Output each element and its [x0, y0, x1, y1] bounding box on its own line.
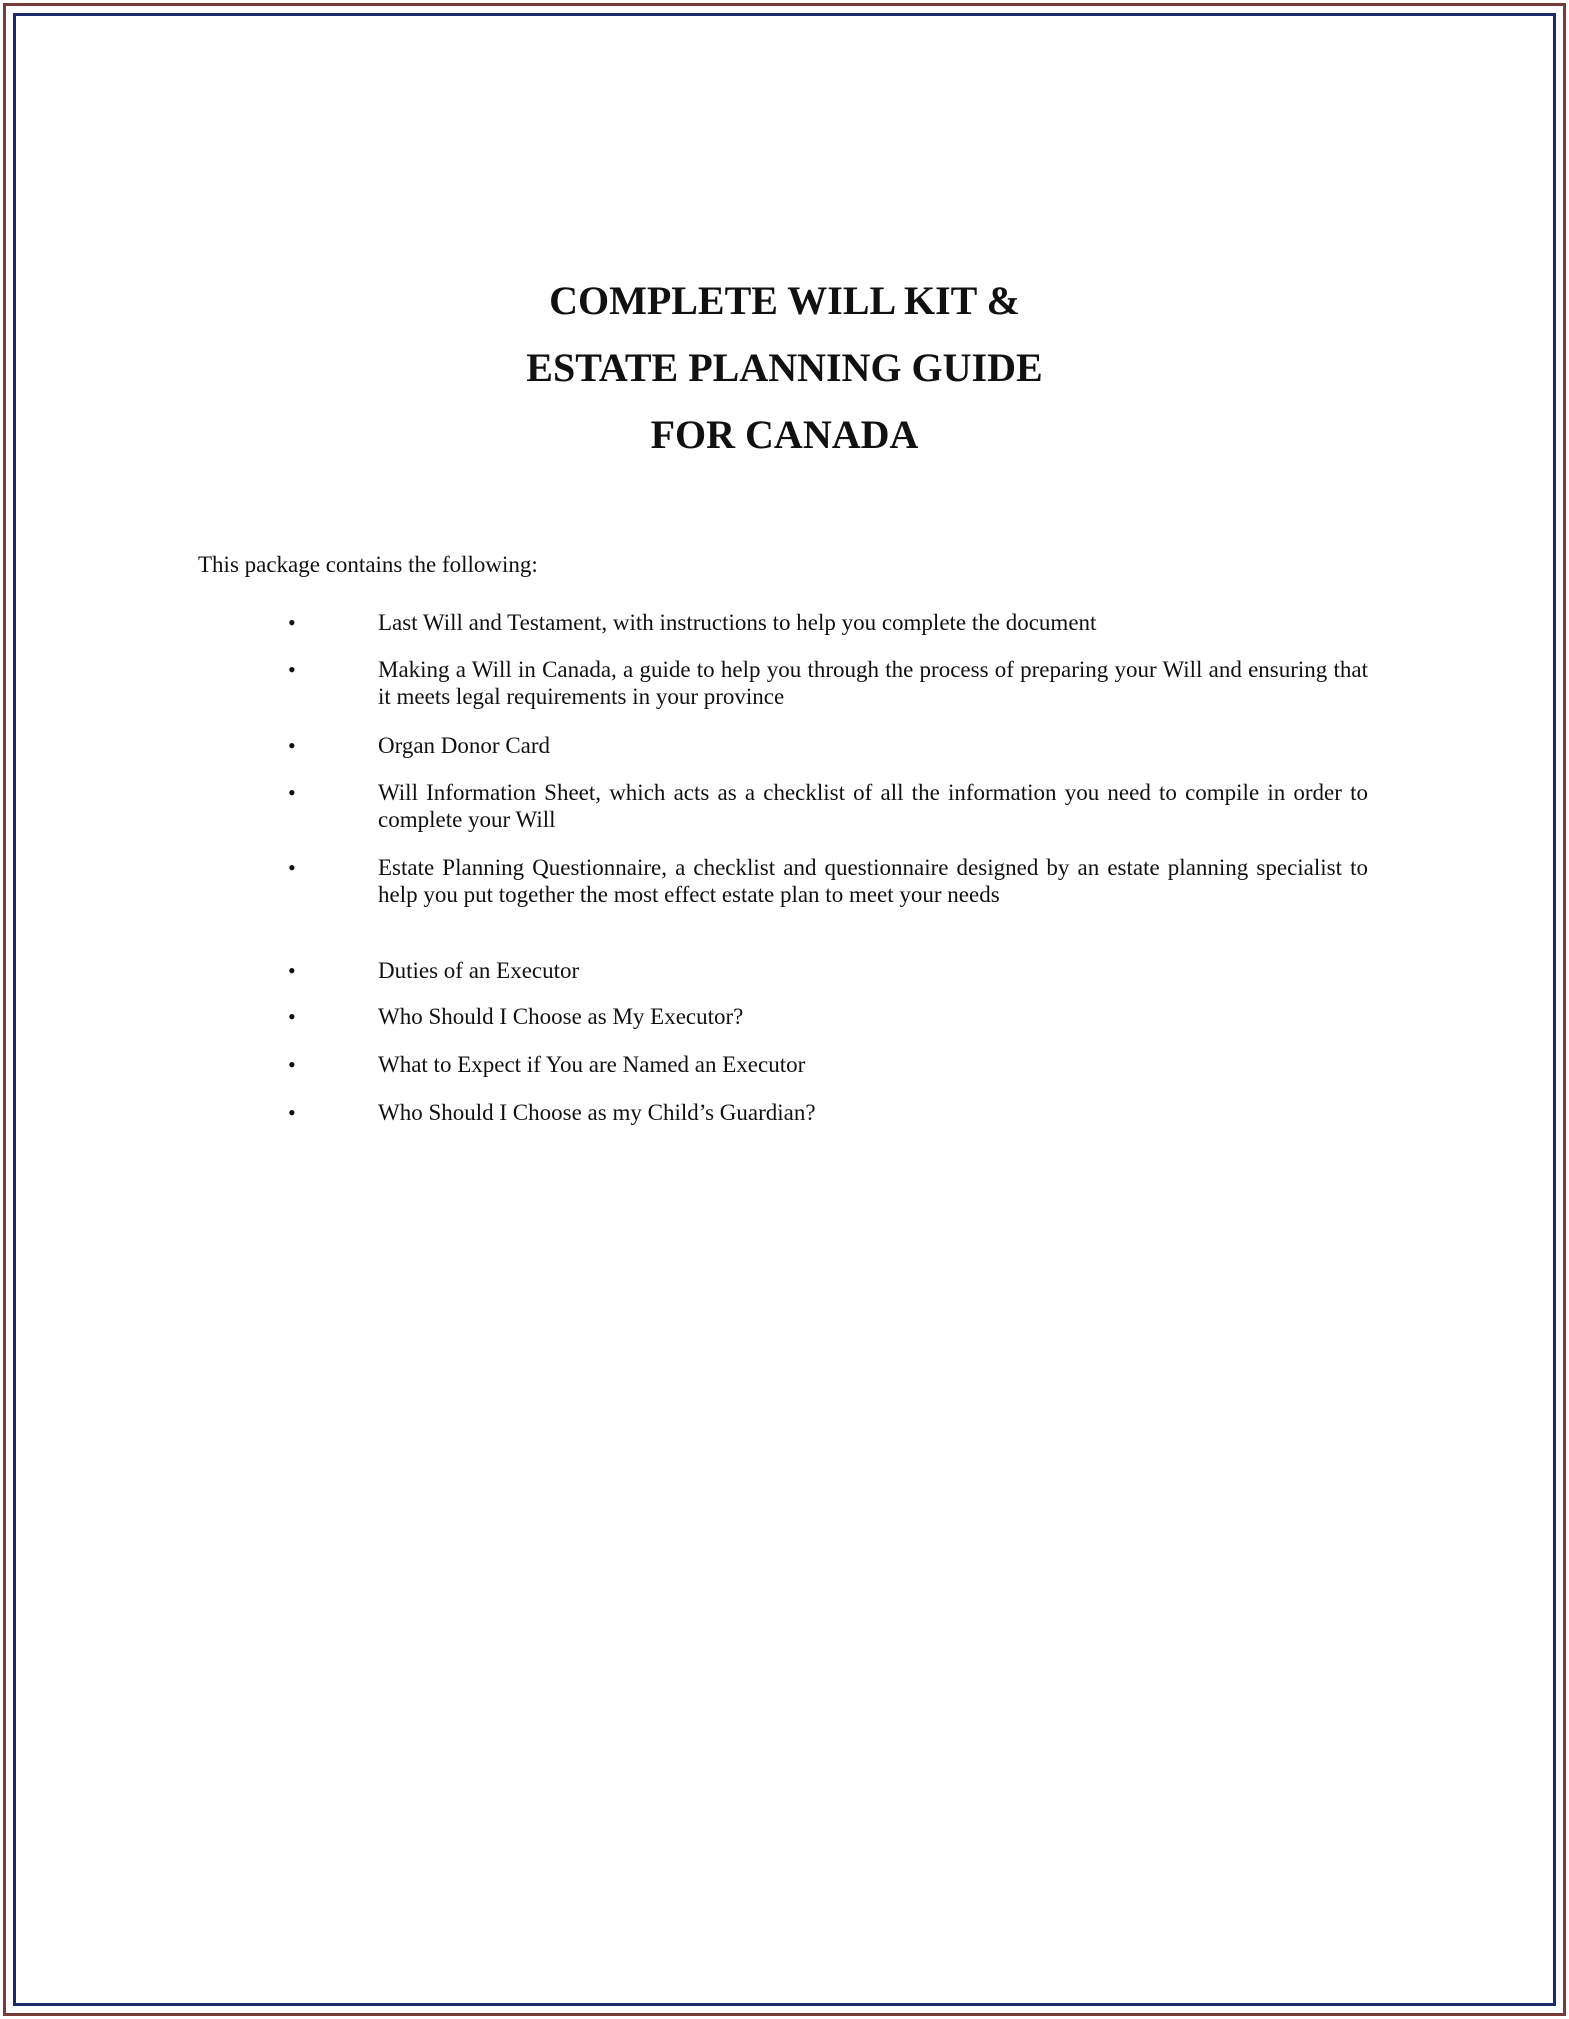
list-item-text: Will Information Sheet, which acts as a checklist of all the information you need to compile in order to complete your Will — [378, 780, 1368, 832]
bullet-icon: • — [288, 657, 296, 682]
bullet-icon: • — [288, 1052, 296, 1077]
list-item-text: Last Will and Testament, with instructions to help you complete the document — [378, 610, 1097, 635]
title-line-3: FOR CANADA — [650, 412, 919, 457]
bullet-icon: • — [288, 958, 296, 983]
document-page — [22, 22, 1541, 1991]
list-item-text: Estate Planning Questionnaire, a checklist and questionnaire designed by an estate planning specialist to help you put together the most effect estate plan to meet your needs — [378, 855, 1368, 907]
bullet-icon: • — [288, 1100, 296, 1125]
list-item-text: Organ Donor Card — [378, 733, 551, 758]
bullet-icon: • — [288, 1004, 296, 1029]
list-item-text: Who Should I Choose as My Executor? — [378, 1004, 744, 1029]
list-item-text: Duties of an Executor — [378, 958, 580, 983]
bullet-icon: • — [288, 610, 296, 635]
bullet-icon: • — [288, 733, 296, 758]
title-line-2: ESTATE PLANNING GUIDE — [526, 345, 1043, 390]
list-item-text: Who Should I Choose as my Child’s Guardian? — [378, 1100, 816, 1125]
list-item-text: Making a Will in Canada, a guide to help you through the process of preparing your Will and ensuring that it meets legal requirements in your province — [378, 657, 1368, 709]
intro-text: This package contains the following: — [198, 552, 538, 577]
bullet-icon: • — [288, 780, 296, 805]
document-title — [22, 267, 1547, 468]
bullet-icon: • — [288, 855, 296, 880]
title-line-1: COMPLETE WILL KIT & — [549, 278, 1020, 323]
list-item-text: What to Expect if You are Named an Executor — [378, 1052, 806, 1077]
